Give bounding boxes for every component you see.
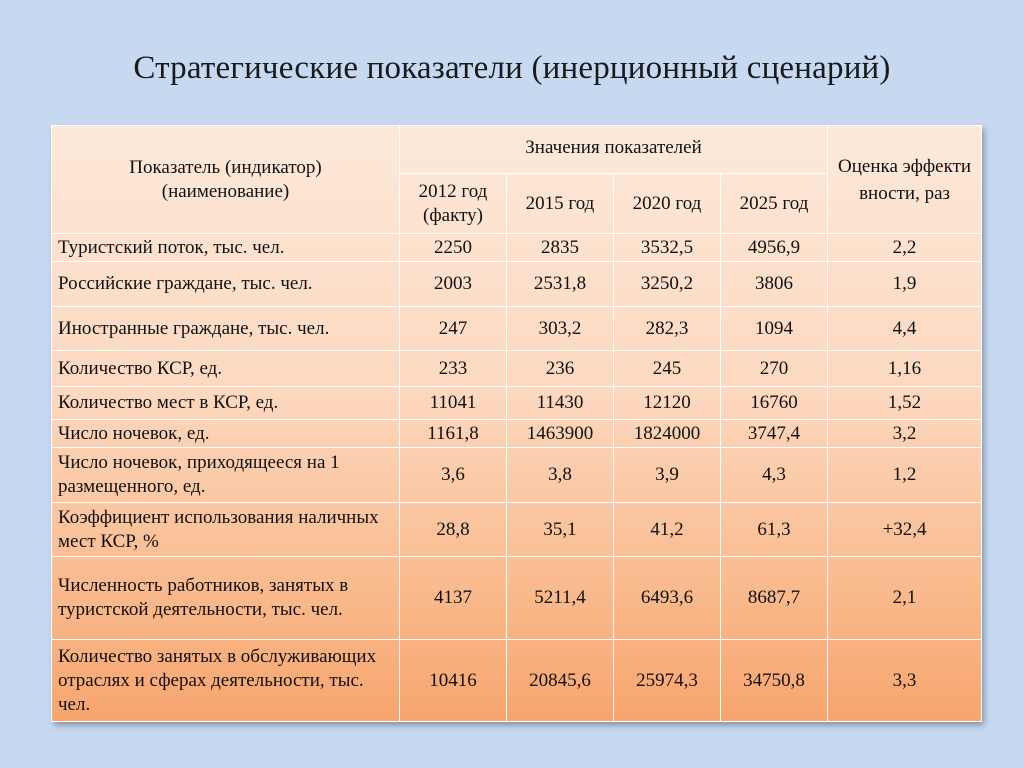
cell-2015: 236 xyxy=(507,351,614,387)
cell-2020: 1824000 xyxy=(614,420,721,448)
cell-efficiency: +32,4 xyxy=(828,503,982,557)
table-row xyxy=(52,557,982,640)
table-row xyxy=(52,234,982,262)
header-year-2020: 2020 год xyxy=(614,174,721,234)
header-year-2015: 2015 год xyxy=(507,174,614,234)
row-label: Туристский поток, тыс. чел. xyxy=(52,234,400,262)
row-label: Количество КСР, ед. xyxy=(52,351,400,387)
slide-title: Стратегические показатели (инерционный сценарий) xyxy=(133,50,891,86)
cell-efficiency: 1,16 xyxy=(828,351,982,387)
cell-2020: 3532,5 xyxy=(614,234,721,262)
cell-2012: 247 xyxy=(400,307,507,351)
cell-2012: 2250 xyxy=(400,234,507,262)
row-label: Количество занятых в обслуживающих отраслях и сферах деятельности, тыс. чел. xyxy=(52,640,400,722)
row-label: Российские граждане, тыс. чел. xyxy=(52,262,400,307)
cell-efficiency: 1,2 xyxy=(828,448,982,503)
cell-efficiency: 1,52 xyxy=(828,387,982,420)
header-efficiency: Оценка эффективности, раз xyxy=(828,126,982,234)
header-values-group: Значения показателей xyxy=(400,126,828,174)
table-row xyxy=(52,262,982,307)
cell-efficiency: 3,2 xyxy=(828,420,982,448)
cell-2025: 8687,7 xyxy=(721,557,828,640)
table-row xyxy=(52,640,982,722)
cell-2012: 1161,8 xyxy=(400,420,507,448)
cell-2020: 6493,6 xyxy=(614,557,721,640)
row-label: Коэффициент использования наличных мест КСР, % xyxy=(52,503,400,557)
cell-2012: 28,8 xyxy=(400,503,507,557)
row-label: Численность работников, занятых в туристской деятельности, тыс. чел. xyxy=(52,557,400,640)
cell-2025: 16760 xyxy=(721,387,828,420)
row-label: Число ночевок, приходящееся на 1 размещенного, ед. xyxy=(52,448,400,503)
cell-2020: 3,9 xyxy=(614,448,721,503)
table-row xyxy=(52,307,982,351)
cell-efficiency: 3,3 xyxy=(828,640,982,722)
cell-2015: 20845,6 xyxy=(507,640,614,722)
table-row xyxy=(52,387,982,420)
cell-2025: 270 xyxy=(721,351,828,387)
table-row xyxy=(52,351,982,387)
cell-efficiency: 2,2 xyxy=(828,234,982,262)
cell-2015: 1463900 xyxy=(507,420,614,448)
cell-2015: 3,8 xyxy=(507,448,614,503)
cell-2015: 2531,8 xyxy=(507,262,614,307)
header-year-2025: 2025 год xyxy=(721,174,828,234)
cell-2015: 11430 xyxy=(507,387,614,420)
indicators-table-container xyxy=(51,125,981,721)
cell-2012: 233 xyxy=(400,351,507,387)
cell-2020: 3250,2 xyxy=(614,262,721,307)
cell-2020: 25974,3 xyxy=(614,640,721,722)
cell-2025: 3747,4 xyxy=(721,420,828,448)
table-row xyxy=(52,448,982,503)
cell-2012: 4137 xyxy=(400,557,507,640)
header-indicator: Показатель (индикатор) (наименование) xyxy=(52,126,400,234)
cell-2025: 1094 xyxy=(721,307,828,351)
indicators-table xyxy=(51,125,982,722)
cell-2015: 303,2 xyxy=(507,307,614,351)
cell-2015: 35,1 xyxy=(507,503,614,557)
cell-2012: 3,6 xyxy=(400,448,507,503)
table-row xyxy=(52,420,982,448)
cell-efficiency: 1,9 xyxy=(828,262,982,307)
cell-2012: 2003 xyxy=(400,262,507,307)
table-row xyxy=(52,503,982,557)
cell-2015: 2835 xyxy=(507,234,614,262)
cell-2020: 282,3 xyxy=(614,307,721,351)
row-label: Число ночевок, ед. xyxy=(52,420,400,448)
header-year-2012: 2012 год (факту) xyxy=(400,174,507,234)
cell-2020: 12120 xyxy=(614,387,721,420)
cell-2012: 10416 xyxy=(400,640,507,722)
row-label: Количество мест в КСР, ед. xyxy=(52,387,400,420)
cell-2025: 4,3 xyxy=(721,448,828,503)
cell-2025: 3806 xyxy=(721,262,828,307)
cell-2020: 245 xyxy=(614,351,721,387)
cell-2025: 4956,9 xyxy=(721,234,828,262)
cell-efficiency: 2,1 xyxy=(828,557,982,640)
cell-efficiency: 4,4 xyxy=(828,307,982,351)
cell-2015: 5211,4 xyxy=(507,557,614,640)
cell-2025: 34750,8 xyxy=(721,640,828,722)
row-label: Иностранные граждане, тыс. чел. xyxy=(52,307,400,351)
cell-2020: 41,2 xyxy=(614,503,721,557)
cell-2025: 61,3 xyxy=(721,503,828,557)
cell-2012: 11041 xyxy=(400,387,507,420)
